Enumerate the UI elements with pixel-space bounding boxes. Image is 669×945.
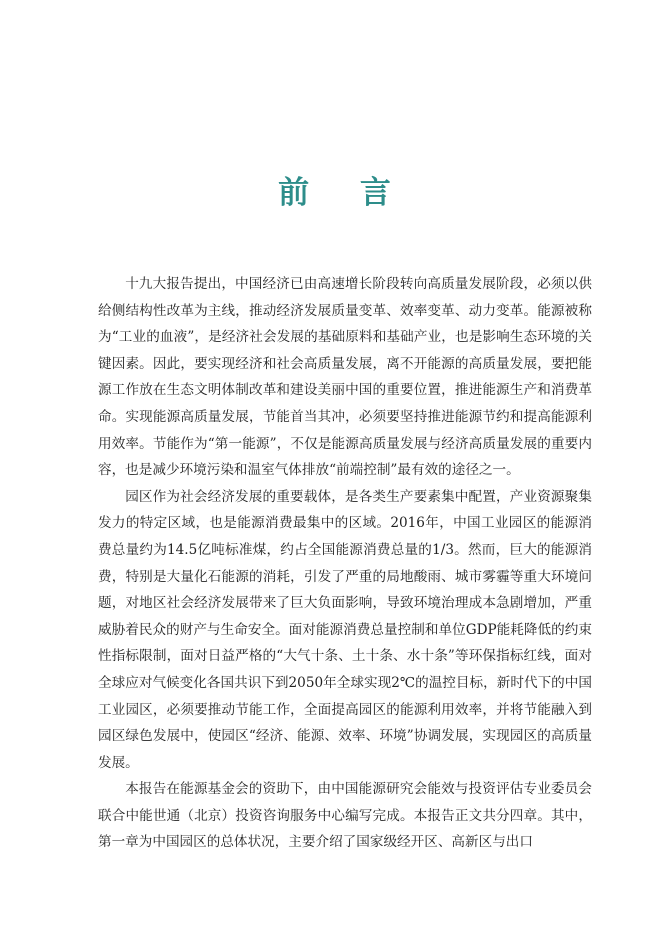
preface-body bbox=[98, 271, 592, 856]
paragraph: 本报告在能源基金会的资助下，由中国能源研究会能效与投资评估专业委员会联合中能世通（北京）投资咨询服务中心编写完成。本报告正文共分四章。其中，第一章为中国园区的总体状况，主要介绍了国家级经开区、高新区与出口 bbox=[98, 781, 592, 851]
paragraph: 园区作为社会经济发展的重要载体，是各类生产要素集中配置，产业资源聚集发力的特定区域，也是能源消费最集中的区域。2016年，中国工业园区的能源消费总量约为14.5亿吨标准煤，约占全国能源消费总量的1/3。然而，巨大的能源消费，特别是大量化石能源的消耗，引发了严重的局地酸雨、城市雾霾等重大环境问题，对地区社会经济发展带来了巨大负面影响，导致环境治理成本急剧增加，严重威胁着民众的财产与生命安全。面对能源消费总量控制和单位GDP能耗降低的约束性指标限制，面对日益严格的“大气十条、土十条、水十条”等环保指标红线，面对全球应对气候变化各国共识下到2050年全球实现2℃的温控目标，新时代下的中国工业园区，必须要推动节能工作，全面提高园区的能源利用效率，并将节能融入到园区绿色发展中，使园区“经济、能源、效率、环境”协调发展，实现园区的高质量发展。 bbox=[98, 488, 592, 771]
paragraph: 十九大报告提出，中国经济已由高速增长阶段转向高质量发展阶段，必须以供给侧结构性改革为主线，推动经济发展质量变革、效率变革、动力变革。能源被称为“工业的血液”，是经济社会发展的基础原料和基础产业，也是影响生态环境的关键因素。因此，要实现经济和社会高质量发展，离不开能源的高质量发展，要把能源工作放在生态文明体制改革和建设美丽中国的重要位置，推进能源生产和消费革命。实现能源高质量发展，节能首当其冲，必须要坚持推进能源节约和提高能源利用效率。节能作为“第一能源”，不仅是能源高质量发展与经济高质量发展的重要内容，也是减少环境污染和温室气体排放“前端控制”最有效的途径之一。 bbox=[98, 276, 592, 479]
page-title: 前 言 bbox=[278, 174, 411, 211]
